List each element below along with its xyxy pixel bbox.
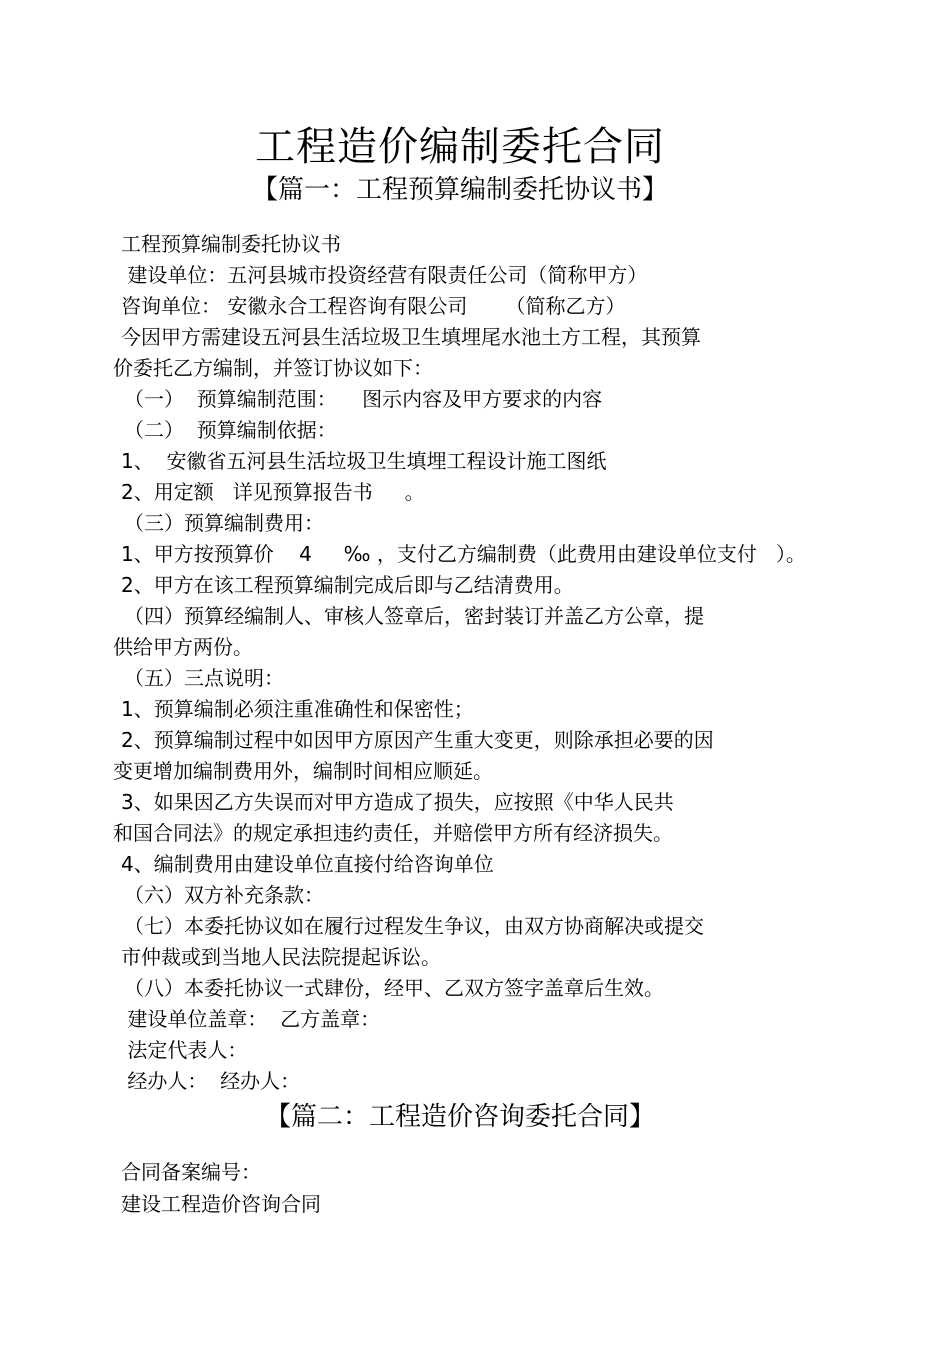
paragraph-line: 1、 安徽省五河县生活垃圾卫生填埋工程设计施工图纸: [121, 449, 607, 473]
paragraph-line: （一） 预算编制范围： 图示内容及甲方要求的内容: [124, 387, 603, 411]
section-heading-1: 【篇一：工程预算编制委托协议书】: [251, 175, 668, 205]
paragraph-line: 市仲裁或到当地人民法院提起诉讼。: [121, 945, 441, 969]
paragraph-line: 1、预算编制必须注重准确性和保密性；: [121, 697, 474, 721]
paragraph-line: 2、用定额 详见预算报告书 。: [121, 480, 425, 504]
signature-line: 建设单位盖章： 乙方盖章：: [121, 1007, 381, 1031]
paragraph-line: 2、甲方在该工程预算编制完成后即与乙结清费用。: [121, 573, 574, 597]
section-heading-2: 【篇二：工程造价咨询委托合同】: [264, 1102, 655, 1132]
paragraph-line: 2、预算编制过程中如因甲方原因产生重大变更，则除承担必要的因: [121, 728, 714, 752]
paragraph-line: （二） 预算编制依据：: [124, 418, 337, 442]
paragraph-line: （三）预算编制费用：: [124, 511, 324, 535]
signature-line: 经办人： 经办人：: [121, 1069, 301, 1093]
paragraph-line: 供给甲方两份。: [113, 635, 253, 659]
paragraph-line: （四）预算经编制人、审核人签章后，密封装订并盖乙方公章，提: [124, 604, 704, 628]
paragraph-line: 1、甲方按预算价 4 ‰ ，支付乙方编制费（此费用由建设单位支付 ）。: [121, 542, 806, 566]
paragraph-line: 今因甲方需建设五河县生活垃圾卫生填埋尾水池土方工程，其预算: [121, 325, 701, 349]
paragraph-line: 变更增加编制费用外，编制时间相应顺延。: [113, 759, 493, 783]
paragraph-line: （五）三点说明：: [124, 666, 284, 690]
paragraph-line: （七）本委托协议如在履行过程发生争议，由双方协商解决或提交: [124, 914, 704, 938]
paragraph-line: 4、编制费用由建设单位直接付给咨询单位: [121, 852, 494, 876]
paragraph-line: 工程预算编制委托协议书: [121, 232, 341, 256]
document-title: 工程造价编制委托合同: [255, 124, 665, 170]
paragraph-line: （八）本委托协议一式肆份，经甲、乙双方签字盖章后生效。: [124, 976, 664, 1000]
paragraph-line: 和国合同法》的规定承担违约责任，并赔偿甲方所有经济损失。: [113, 821, 673, 845]
paragraph-line: （六）双方补充条款：: [124, 883, 324, 907]
paragraph-line: 建设单位：五河县城市投资经营有限责任公司（简称甲方）: [121, 263, 648, 287]
signature-line: 法定代表人：: [121, 1038, 248, 1062]
paragraph-line: 合同备案编号：: [121, 1160, 261, 1184]
paragraph-line: 3、如果因乙方失误而对甲方造成了损失，应按照《中华人民共: [121, 790, 674, 814]
paragraph-line: 咨询单位： 安徽永合工程咨询有限公司 （简称乙方）: [121, 294, 626, 318]
paragraph-line: 价委托乙方编制，并签订协议如下：: [113, 356, 433, 380]
paragraph-line: 建设工程造价咨询合同: [121, 1192, 321, 1216]
